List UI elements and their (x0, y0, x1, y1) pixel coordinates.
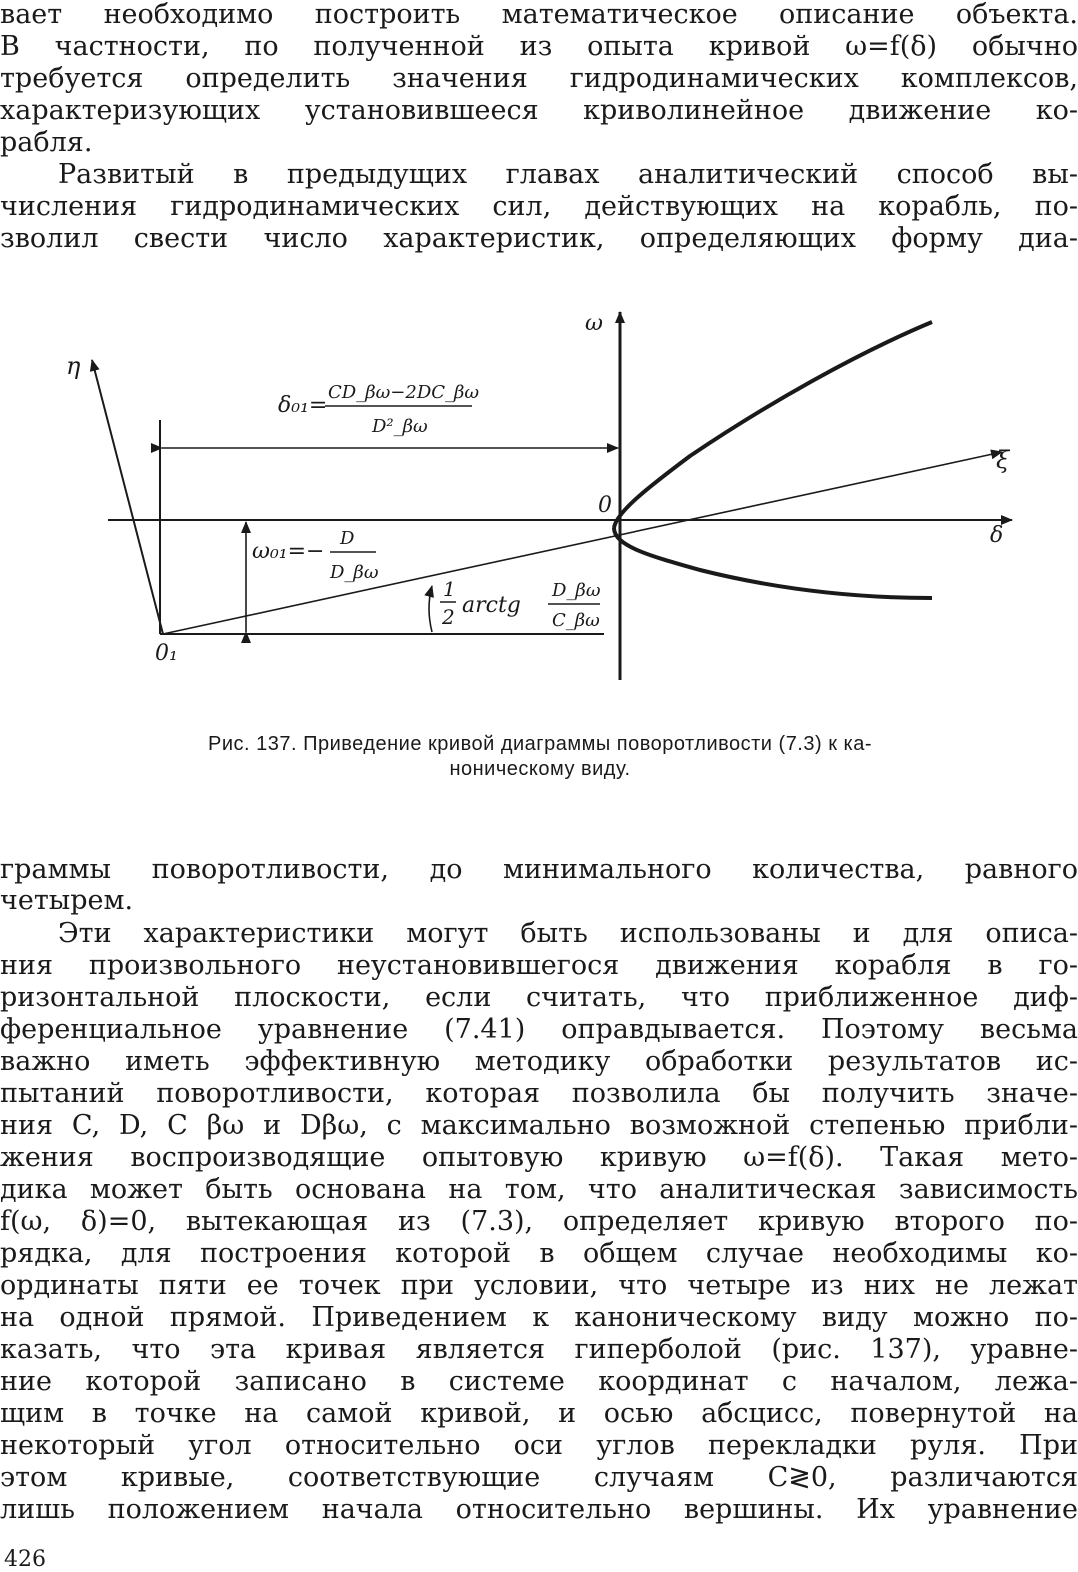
omega-formula-lhs: ω₀₁=− (252, 539, 325, 564)
text-line: ференциальное уравнение (7.41) оправдывается. Поэтому весьма (0, 1014, 1078, 1045)
delta-formula-denominator: D²_βω (372, 416, 428, 437)
text-line: четырем. (0, 885, 134, 916)
text-line: ризонтальной плоскости, если считать, что приближенное диф- (0, 982, 1078, 1013)
angle-arc (429, 586, 432, 632)
page-number: 426 (4, 1547, 46, 1572)
text-line: казать, что эта кривая является гиперболой (рис. 137), уравне- (0, 1334, 1078, 1365)
figure-caption-line: Рис. 137. Приведение кривой диаграммы поворотливости (7.3) к ка- (207, 733, 872, 755)
text-line: щим в точке на самой кривой, и осью абсцисс, повернутой на (0, 1398, 1078, 1429)
angle-formula-denominator: C_βω (552, 610, 600, 631)
figure-137-diagram (0, 290, 1078, 690)
text-line: важно иметь эффективную методику обработки результатов ис- (0, 1046, 1078, 1077)
angle-formula-coef-den: 2 (442, 605, 455, 629)
text-line: ние которой записано в системе координат с началом, лежа- (0, 1366, 1078, 1397)
text-line: на одной прямой. Приведением к каноническому виду можно по- (0, 1302, 1078, 1333)
angle-formula-coef-num: 1 (443, 577, 456, 601)
text-line: ния произвольного неустановившегося движения корабля в го- (0, 950, 1078, 981)
eta-axis (92, 360, 163, 634)
omega-axis-label: ω (585, 311, 603, 336)
text-line: требуется определить значения гидродинамических комплексов, (0, 63, 1078, 94)
text-line: числения гидродинамических сил, действующих на корабль, по- (0, 191, 1078, 222)
xi-axis-label: ξ (996, 446, 1010, 474)
text-line: вает необходимо построить математическое описание объекта. (0, 0, 1078, 30)
text-line: рабля. (0, 127, 93, 158)
delta-formula-numerator: CD_βω−2DC_βω (328, 382, 480, 403)
point-o1-label: 0₁ (155, 641, 178, 666)
hyperbola-upper-branch (614, 322, 932, 528)
delta-formula-lhs: δ₀₁= (278, 393, 328, 418)
eta-axis-label: η (66, 352, 81, 380)
text-line: этом кривые, соответствующие случаям C≷0, различаются (0, 1462, 1078, 1493)
text-line: жения воспроизводящие опытовую кривую ω=f(δ). Такая мето- (0, 1142, 1078, 1173)
text-line: зволил свести число характеристик, определяющих форму диа- (0, 223, 1078, 254)
text-line: ния C, D, C βω и Dβω, с максимально возможной степенью прибли- (0, 1110, 1078, 1141)
angle-formula-numerator: D_βω (552, 580, 601, 601)
angle-formula-func: arctg (462, 593, 521, 618)
hyperbola-lower-branch (614, 528, 932, 598)
omega-formula-denominator: D_βω (330, 562, 379, 583)
omega-formula-numerator: D (340, 528, 355, 549)
text-line: граммы поворотливости, до минимального количества, равного (0, 854, 1078, 885)
text-line: ординаты пяти ее точек при условии, что четыре из них не лежат (0, 1270, 1078, 1301)
text-line: пытаний поворотливости, которая позволила бы получить значе- (0, 1078, 1078, 1109)
text-line: Развитый в предыдущих главах аналитический способ вы- (58, 159, 1078, 190)
text-line: f(ω, δ)=0, вытекающая из (7.3), определяет кривую второго по- (0, 1206, 1078, 1237)
text-line: характеризующих установившееся криволинейное движение ко- (0, 95, 1078, 126)
text-line: В частности, по полученной из опыта кривой ω=f(δ) обычно (0, 31, 1078, 62)
figure-caption-line: ноническому виду. (449, 758, 631, 780)
text-line: некоторый угол относительно оси углов перекладки руля. При (0, 1430, 1078, 1461)
delta-axis-label: δ (990, 523, 1004, 548)
text-line: рядка, для построения которой в общем случае необходимы ко- (0, 1238, 1078, 1269)
text-line: дика может быть основана на том, что аналитическая зависимость (0, 1174, 1078, 1205)
text-line: лишь положением начала относительно вершины. Их уравнение (0, 1494, 1078, 1525)
text-line: Эти характеристики могут быть использованы и для описа- (58, 918, 1078, 949)
origin-label: 0 (598, 493, 612, 518)
